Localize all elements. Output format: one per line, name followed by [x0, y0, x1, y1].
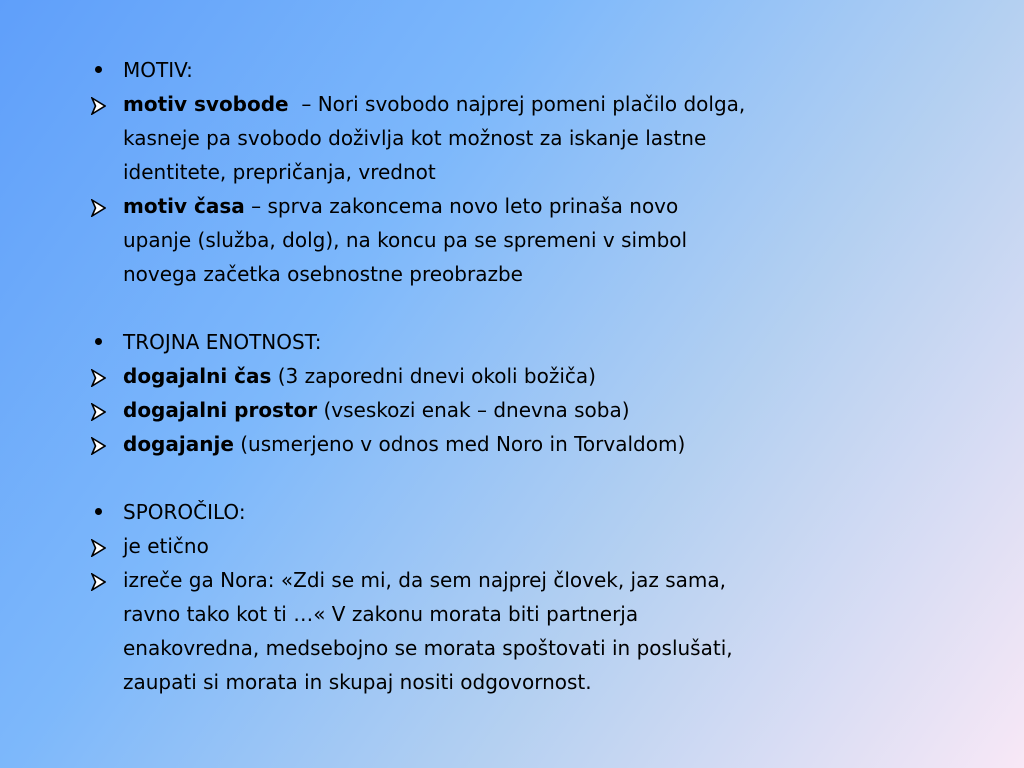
- item-text-line: novega začetka osebnostne preobrazbe: [123, 262, 523, 286]
- list-item: [88, 427, 848, 461]
- arrow-bullet-icon: [88, 393, 123, 427]
- item-text-line: (3 zaporedni dnevi okoli božiča): [271, 364, 596, 388]
- slide-content: [88, 53, 848, 699]
- bullet-dot-icon: [88, 495, 123, 529]
- section-heading-text: MOTIV:: [123, 58, 193, 82]
- item-term: dogajanje: [123, 432, 234, 456]
- list-item: [88, 359, 848, 393]
- arrow-bullet-icon: [88, 87, 123, 121]
- bullet-dot-icon: [88, 53, 123, 87]
- arrow-bullet-icon: [88, 427, 123, 461]
- item-text-line: upanje (služba, dolg), na koncu pa se spremeni v simbol: [123, 228, 688, 252]
- arrow-bullet-icon: [88, 189, 123, 223]
- item-text-line: enakovredna, medsebojno se morata spoštovati in poslušati,: [123, 636, 733, 660]
- list-item: [88, 563, 848, 699]
- bullet-dot-icon: [88, 325, 123, 359]
- arrow-bullet-icon: [88, 359, 123, 393]
- item-term: motiv časa: [123, 194, 245, 218]
- list-item: [88, 529, 848, 563]
- list-item: [88, 393, 848, 427]
- item-term: dogajalni prostor: [123, 398, 318, 422]
- item-text-line: zaupati si morata in skupaj nositi odgovornost.: [123, 670, 592, 694]
- spacer: [88, 461, 848, 495]
- item-text-line: kasneje pa svobodo doživlja kot možnost za iskanje lastne: [123, 126, 707, 150]
- section-heading-trojna-enotnost: [88, 325, 848, 359]
- item-text-line: – Nori svobodo najprej pomeni plačilo dolga,: [288, 92, 746, 116]
- item-text-line: ravno tako kot ti …« V zakonu morata biti partnerja: [123, 602, 639, 626]
- item-text-line: – sprva zakoncema novo leto prinaša novo: [244, 194, 679, 218]
- list-item: [88, 189, 848, 291]
- item-text-line: izreče ga Nora: «Zdi se mi, da sem najprej človek, jaz sama,: [123, 568, 726, 592]
- section-heading-motiv: [88, 53, 848, 87]
- item-text-line: identitete, prepričanja, vrednot: [123, 160, 436, 184]
- section-heading-text: TROJNA ENOTNOST:: [123, 330, 322, 354]
- section-heading-text: SPOROČILO:: [123, 500, 246, 524]
- item-text-line: (vseskozi enak – dnevna soba): [317, 398, 630, 422]
- item-text-line: (usmerjeno v odnos med Noro in Torvaldom): [233, 432, 686, 456]
- item-text-line: je etično: [123, 534, 209, 558]
- arrow-bullet-icon: [88, 563, 123, 597]
- item-term: dogajalni čas: [123, 364, 272, 388]
- arrow-bullet-icon: [88, 529, 123, 563]
- spacer: [88, 291, 848, 325]
- section-heading-sporocilo: [88, 495, 848, 529]
- list-item: [88, 87, 848, 189]
- item-term: motiv svobode: [123, 92, 289, 116]
